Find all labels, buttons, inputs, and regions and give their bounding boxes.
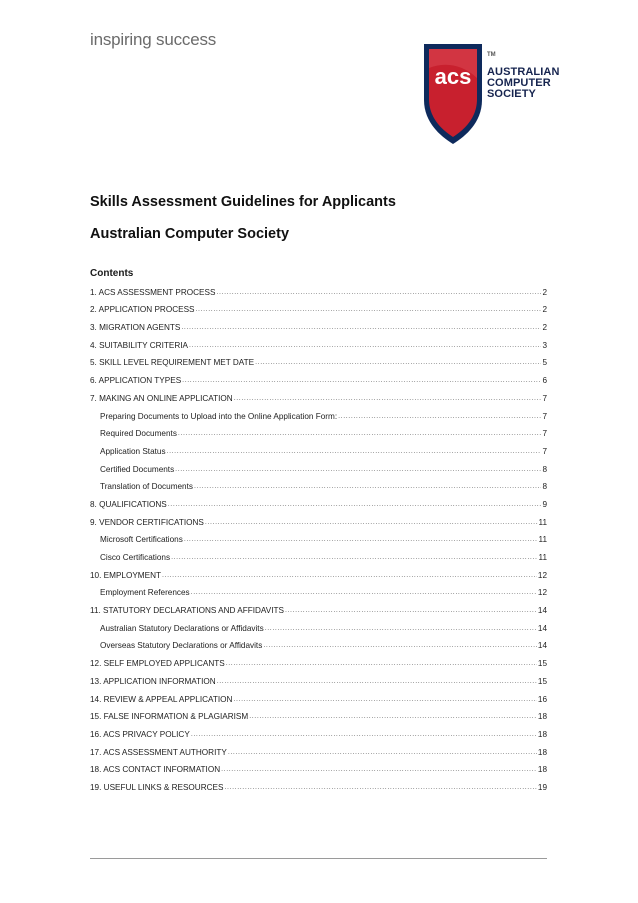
toc-entry-label: 12. SELF EMPLOYED APPLICANTS xyxy=(90,659,225,669)
toc-entry-page: 18 xyxy=(537,729,547,739)
toc-entry-page: 11 xyxy=(538,517,547,527)
toc-entry-label: Preparing Documents to Upload into the Online Application Form: xyxy=(100,411,338,421)
logo-org-line: AUSTRALIAN xyxy=(487,66,560,78)
toc-entry-label: Microsoft Certifications xyxy=(100,535,183,545)
toc-entry-label: 3. MIGRATION AGENTS xyxy=(90,323,181,333)
toc-entry[interactable] xyxy=(90,475,547,493)
toc-entry-page: 7 xyxy=(542,446,547,456)
toc-entry-label: 9. VENDOR CERTIFICATIONS xyxy=(90,517,204,527)
toc-entry-label: 7. MAKING AN ONLINE APPLICATION xyxy=(90,393,233,403)
toc-entry[interactable] xyxy=(90,280,547,298)
toc-entry-label: Cisco Certifications xyxy=(100,553,171,562)
toc-entry[interactable] xyxy=(90,581,547,599)
toc-entry-page: 2 xyxy=(542,305,547,315)
toc-entry-label: 5. SKILL LEVEL REQUIREMENT MET DATE xyxy=(90,358,255,368)
toc-entry-page: 7 xyxy=(542,429,547,439)
toc-entry[interactable] xyxy=(90,722,547,740)
toc-entry-page: 3 xyxy=(542,340,547,350)
toc-leader-dots xyxy=(182,376,541,386)
toc-entry-page: 8 xyxy=(542,464,547,474)
toc-entry-label: 1. ACS ASSESSMENT PROCESS xyxy=(90,287,216,297)
toc-leader-dots xyxy=(205,518,538,528)
toc-entry[interactable] xyxy=(90,510,547,528)
toc-leader-dots xyxy=(189,341,541,351)
toc-entry[interactable] xyxy=(90,758,547,776)
toc-entry[interactable] xyxy=(90,333,547,351)
toc-entry-page: 14 xyxy=(537,623,547,633)
toc-entry-page: 14 xyxy=(537,641,547,651)
toc-entry[interactable] xyxy=(90,669,547,687)
toc-entry-label: 13. APPLICATION INFORMATION xyxy=(90,676,216,686)
table-of-contents xyxy=(90,280,547,793)
toc-entry[interactable] xyxy=(90,492,547,510)
toc-leader-dots xyxy=(168,500,542,510)
toc-entry-page: 7 xyxy=(542,393,547,403)
toc-leader-dots xyxy=(224,783,536,793)
toc-entry-page: 2 xyxy=(542,323,547,333)
toc-entry-label: 4. SUITABILITY CRITERIA xyxy=(90,340,188,350)
toc-entry-label: 2. APPLICATION PROCESS xyxy=(90,305,195,315)
toc-entry-page: 8 xyxy=(542,482,547,492)
toc-leader-dots xyxy=(175,465,541,475)
toc-entry-label: 19. USEFUL LINKS & RESOURCES xyxy=(90,782,224,792)
toc-entry-label: Translation of Documents xyxy=(100,482,193,492)
toc-leader-dots xyxy=(249,712,537,722)
trademark-mark: TM xyxy=(487,52,496,58)
toc-entry[interactable] xyxy=(90,545,547,563)
toc-leader-dots xyxy=(226,659,537,669)
toc-entry-label: 15. FALSE INFORMATION & PLAGIARISM xyxy=(90,712,249,722)
toc-entry-label: 17. ACS ASSESSMENT AUTHORITY xyxy=(90,747,227,757)
toc-entry[interactable] xyxy=(90,298,547,316)
toc-entry-page: 14 xyxy=(537,606,547,616)
toc-entry-label: 16. ACS PRIVACY POLICY xyxy=(90,729,190,739)
toc-entry[interactable] xyxy=(90,775,547,793)
toc-entry-page: 18 xyxy=(537,765,547,775)
toc-entry[interactable] xyxy=(90,457,547,475)
toc-entry-label: Overseas Statutory Declarations or Affidavits xyxy=(100,641,263,651)
toc-entry[interactable] xyxy=(90,422,547,440)
toc-entry[interactable] xyxy=(90,404,547,422)
toc-leader-dots xyxy=(184,535,538,545)
toc-entry[interactable] xyxy=(90,740,547,758)
toc-entry-page: 19 xyxy=(537,782,547,792)
document-subtitle: Australian Computer Society xyxy=(90,226,290,242)
toc-leader-dots xyxy=(265,624,537,634)
toc-entry[interactable] xyxy=(90,368,547,386)
toc-leader-dots xyxy=(228,748,537,758)
toc-entry-label: Employment References xyxy=(100,588,190,598)
toc-entry-label: Application Status xyxy=(100,446,166,456)
toc-leader-dots xyxy=(221,765,537,775)
toc-entry-label: 10. EMPLOYMENT xyxy=(90,570,161,580)
toc-entry-page: 11 xyxy=(538,553,547,562)
toc-entry-page: 18 xyxy=(537,747,547,757)
document-title: Skills Assessment Guidelines for Applicants xyxy=(90,194,396,210)
toc-leader-dots xyxy=(171,553,537,563)
toc-entry-page: 12 xyxy=(537,588,547,598)
toc-leader-dots xyxy=(178,429,542,439)
toc-leader-dots xyxy=(167,447,542,457)
toc-entry[interactable] xyxy=(90,315,547,333)
toc-leader-dots xyxy=(255,358,541,368)
toc-entry-label: Australian Statutory Declarations or Affidavits xyxy=(100,623,264,633)
toc-leader-dots xyxy=(194,482,541,492)
toc-entry-label: 14. REVIEW & APPEAL APPLICATION xyxy=(90,694,233,704)
toc-entry[interactable] xyxy=(90,687,547,705)
logo-wordmark: acs xyxy=(434,64,472,89)
toc-entry-page: 7 xyxy=(542,411,547,421)
toc-entry[interactable] xyxy=(90,563,547,581)
toc-leader-dots xyxy=(234,394,542,404)
toc-entry-page: 6 xyxy=(542,376,547,386)
toc-leader-dots xyxy=(233,695,536,705)
logo-org-line: COMPUTER xyxy=(487,77,551,89)
toc-entry-page: 2 xyxy=(542,287,547,297)
toc-entry[interactable] xyxy=(90,528,547,546)
toc-leader-dots xyxy=(217,677,537,687)
toc-entry-label: 18. ACS CONTACT INFORMATION xyxy=(90,765,221,775)
toc-entry-page: 16 xyxy=(537,694,547,704)
toc-entry[interactable] xyxy=(90,439,547,457)
toc-entry-page: 9 xyxy=(542,499,547,509)
toc-leader-dots xyxy=(338,412,541,422)
logo-organisation-name xyxy=(487,67,560,100)
toc-entry-label: 8. QUALIFICATIONS xyxy=(90,499,167,509)
toc-entry-label: 6. APPLICATION TYPES xyxy=(90,376,182,386)
toc-heading: Contents xyxy=(90,268,134,279)
toc-leader-dots xyxy=(216,288,541,298)
toc-entry-page: 12 xyxy=(537,570,547,580)
toc-leader-dots xyxy=(191,588,537,598)
toc-entry[interactable] xyxy=(90,386,547,404)
toc-entry-label: 11. STATUTORY DECLARATIONS AND AFFIDAVITS xyxy=(90,606,284,616)
toc-entry-page: 18 xyxy=(537,712,547,722)
toc-leader-dots xyxy=(181,323,541,333)
toc-entry-label: Certified Documents xyxy=(100,464,175,474)
toc-entry[interactable] xyxy=(90,351,547,369)
toc-entry[interactable] xyxy=(90,705,547,723)
toc-leader-dots xyxy=(191,730,537,740)
toc-entry-page: 5 xyxy=(542,358,547,368)
toc-leader-dots xyxy=(196,305,542,315)
tagline: inspiring success xyxy=(90,30,217,49)
toc-leader-dots xyxy=(285,606,537,616)
toc-entry-label: Required Documents xyxy=(100,429,177,439)
toc-entry-page: 11 xyxy=(538,535,547,545)
toc-entry[interactable] xyxy=(90,651,547,669)
toc-entry[interactable] xyxy=(90,598,547,616)
footer-divider xyxy=(90,858,547,859)
toc-entry-page: 15 xyxy=(537,676,547,686)
toc-leader-dots xyxy=(162,571,537,581)
toc-entry-page: 15 xyxy=(537,659,547,669)
logo-org-line: SOCIETY xyxy=(487,88,536,100)
toc-leader-dots xyxy=(263,641,537,651)
toc-entry[interactable] xyxy=(90,634,547,652)
toc-entry[interactable] xyxy=(90,616,547,634)
